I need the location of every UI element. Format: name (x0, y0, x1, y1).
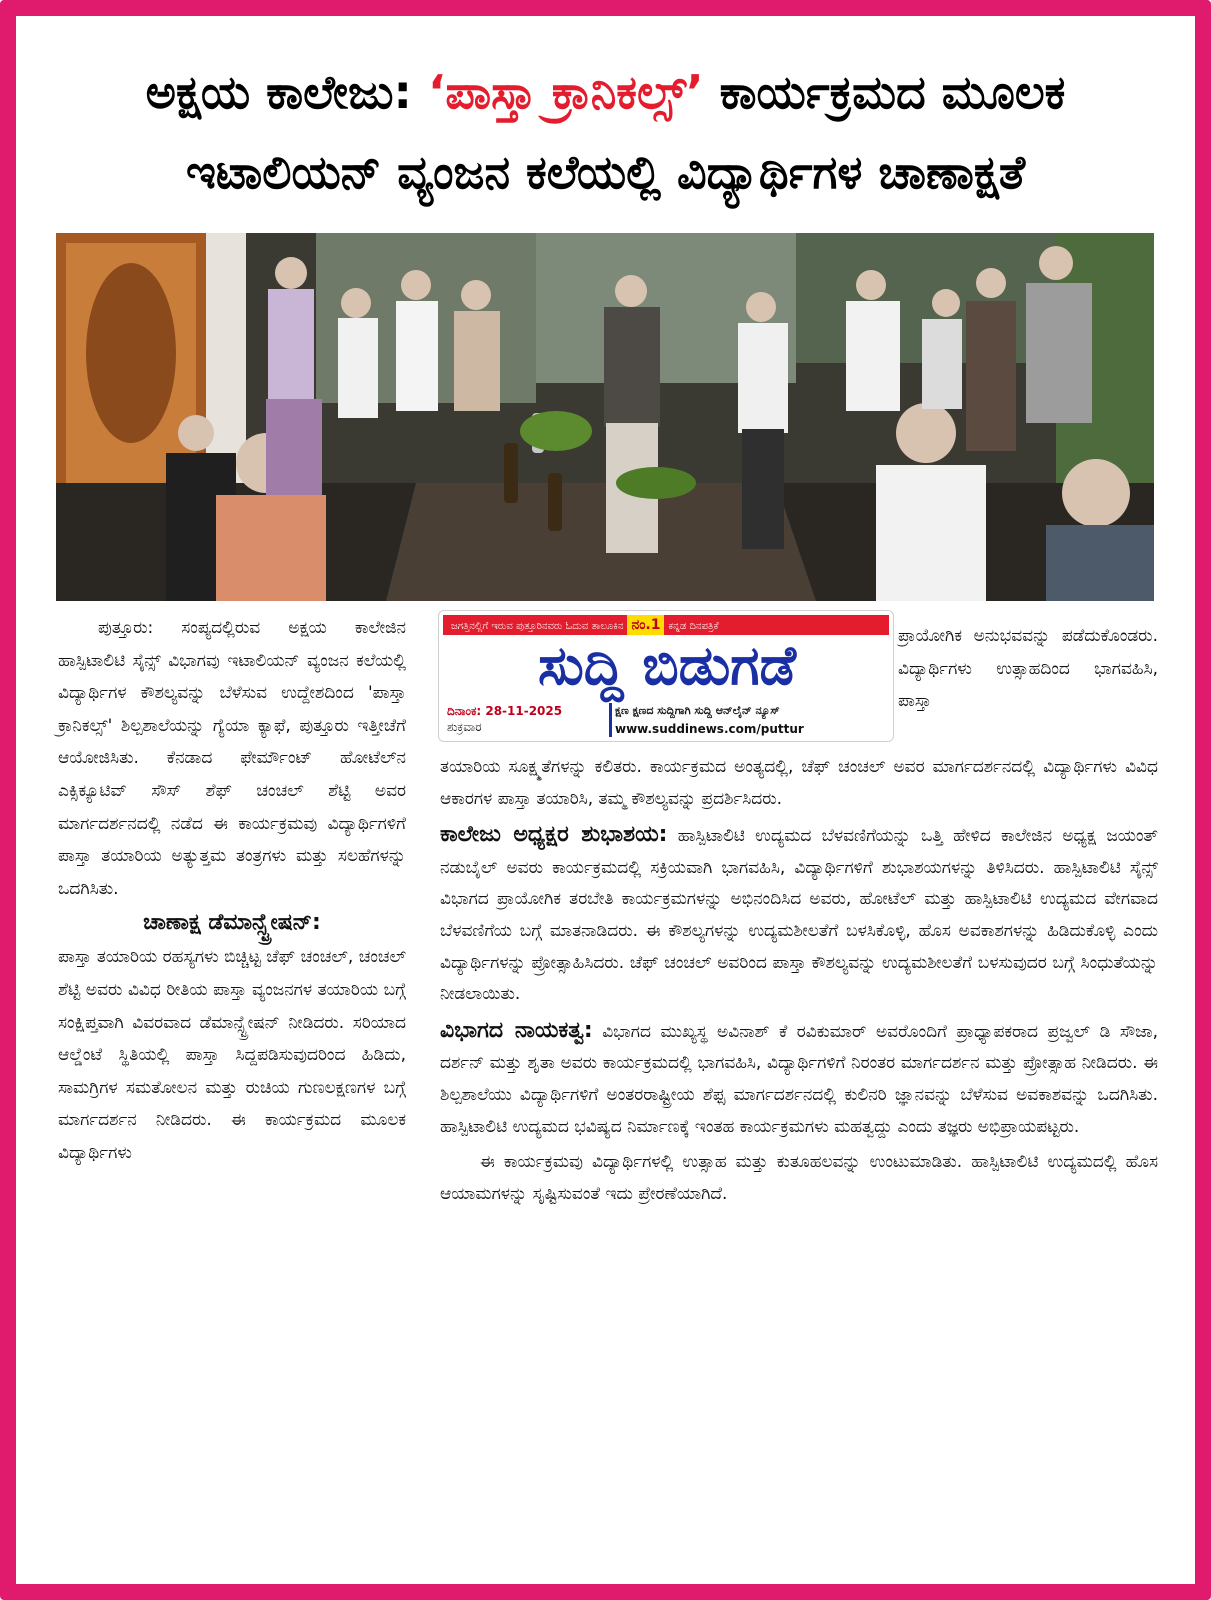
photo-illustration (56, 233, 1154, 601)
masthead-url: www.suddinews.com/puttur (615, 722, 804, 736)
issue-date: ದಿನಾಂಕ: 28-11-2025 (447, 704, 563, 718)
article-wide-column (440, 752, 1158, 1210)
headline-line-2: ಇಟಾಲಿಯನ್ ವ್ಯಂಜನ ಕಲೆಯಲ್ಲಿ ವಿದ್ಯಾರ್ಥಿಗಳ ಚಾಣಾಕ್ಷತೆ (185, 145, 1026, 199)
tagline-left: ಜಗತ್ತಿನಲ್ಲಿಗೆ ಇರುವ ಪುತ್ತೂರಿನವರು ಓದುವ ತಾಲೂಕಿನ (451, 621, 624, 632)
subhead-principal: ಕಾಲೇಜು ಅಧ್ಯಕ್ಷರ ಶುಭಾಶಯ: (440, 822, 668, 848)
department-text: ವಿಭಾಗದ ಮುಖ್ಯಸ್ಥ ಅವಿನಾಶ್ ಕೆ ರವಿಕುಮಾರ್ ಅವರೊಂದಿಗೆ ಪ್ರಾಧ್ಯಾಪಕರಾದ ಪ್ರಜ್ವಲ್ ಡಿ ಸೌಜಾ, ದರ್ಶನ್ ಮತ್ತು ಶೃತಾ ಅವರು ಕಾರ್ಯಕ್ರಮದಲ್ಲಿ ಭಾಗವಹಿಸಿ, ವಿದ್ಯಾರ್ಥಿಗಳಿಗೆ ನಿರಂತರ ಮಾರ್ಗದರ್ಶನ ಮತ್ತು ಪ್ರೋತ್ಸಾಹ ನೀಡಿದರು. ಈ ಶಿಲ್ಪಶಾಲೆಯು ವಿದ್ಯಾರ್ಥಿಗಳಿಗೆ ಅಂತರರಾಷ್ಟ್ರೀಯ ಶೆಫ್ಸ ಮಾರ್ಗದರ್ಶನದಲ್ಲಿ ಕುಲಿನರಿ ಜ್ಞಾನವನ್ನು ಬೆಳೆಸುವ ಅವಕಾಶವನ್ನು ಒದಗಿಸಿತು. ಹಾಸ್ಪಿಟಾಲಿಟಿ ಉದ್ಯಮದ ಭವಿಷ್ಯದ ನಿರ್ಮಾಣಕ್ಕೆ ಇಂತಹ ಕಾರ್ಯಕ್ರಮಗಳು ಮಹತ್ವದ್ದು ಎಂದು ತಜ್ಞರು ಅಭಿಪ್ರಾಯಪಟ್ಟರು. (440, 1021, 1158, 1137)
article-demonstration-text: ಪಾಸ್ತಾ ತಯಾರಿಯ ರಹಸ್ಯಗಳು ಬಿಚ್ಚಿಟ್ಟ ಚೆಫ್ ಚಂಚಲ್, ಚಂಚಲ್ ಶೆಟ್ಟಿ ಅವರು ವಿವಿಧ ರೀತಿಯ ಪಾಸ್ತಾ ವ್ಯಂಜನಗಳ ತಯಾರಿಯ ಬಗ್ಗೆ ಸಂಕ್ಷಿಪ್ತವಾಗಿ ವಿವರವಾದ ಡೆಮಾನ್ಸ್ಟ್ರೇಷನ್ ನೀಡಿದರು. ಸರಿಯಾದ ಆಲ್ಡೆಂಟೆ ಸ್ಥಿತಿಯಲ್ಲಿ ಪಾಸ್ತಾ ಸಿದ್ದಪಡಿಸುವುದರಿಂದ ಹಿಡಿದು, ಸಾಮಗ್ರಿಗಳ ಸಮತೋಲನ ಮತ್ತು ರುಚಿಯ ಗುಣಲಕ್ಷಣಗಳ ಬಗ್ಗೆ ಮಾರ್ಗದರ್ಶನ ನೀಡಿದರು. ಈ ಕಾರ್ಯಕ್ರಮದ ಮೂಲಕ ವಿದ್ಯಾರ್ಥಿಗಳು (58, 947, 406, 1163)
masthead-date (447, 703, 607, 735)
headline-part: ಅಕ್ಷಯ ಕಾಲೇಜು: (145, 65, 428, 119)
article-intro: ಪುತ್ತೂರು: ಸಂಪ್ಯದಲ್ಲಿರುವ ಅಕ್ಷಯ ಕಾಲೇಜಿನ ಹಾಸ್ಪಿಟಾಲಿಟಿ ಸೈನ್ಸ್ ವಿಭಾಗವು ಇಟಾಲಿಯನ್ ವ್ಯಂಜನ ಕಲೆಯಲ್ಲಿ ವಿದ್ಯಾರ್ಥಿಗಳ ಕೌಶಲ್ಯವನ್ನು ಬೆಳೆಸುವ ಉದ್ದೇಶದಿಂದ 'ಪಾಸ್ತಾ ಕ್ರಾನಿಕಲ್ಸ್' ಶಿಲ್ಪಶಾಲೆಯನ್ನು ಗ್ಯೆಯಾ ಕ್ಯಾಫೆ, ಪುತ್ತೂರು ಇತ್ತೀಚೆಗೆ ಆಯೋಜಿಸಿತು. ಕೆನಡಾದ ಫೇರ್ಮೌಂಟ್ ಹೋಟೆಲ್‌ನ ಎಕ್ಸಿಕ್ಯೂಟಿವ್ ಸೌಸ್ ಶೆಫ್ ಚಂಚಲ್ ಶೆಟ್ಟಿ ಅವರ ಮಾರ್ಗದರ್ಶನದಲ್ಲಿ ನಡೆದ ಈ ಕಾರ್ಯಕ್ರಮವು ವಿದ್ಯಾರ್ಥಿಗಳಿಗೆ ಪಾಸ್ತಾ ತಯಾರಿಯ ಅತ್ಯುತ್ತಮ ತಂತ್ರಗಳು ಮತ್ತು ಸಲಹೆಗಳನ್ನು ಒದಗಿಸಿತು. (58, 618, 406, 899)
article-right-top (898, 620, 1158, 718)
article-principal (440, 819, 1158, 1011)
article-continuation: ತಯಾರಿಯ ಸೂಕ್ಷ್ಮತೆಗಳನ್ನು ಕಲಿತರು. ಕಾರ್ಯಕ್ರಮದ ಅಂತ್ಯದಲ್ಲಿ, ಚೆಫ್ ಚಂಚಲ್ ಅವರ ಮಾರ್ಗದರ್ಶನದಲ್ಲಿ ವಿದ್ಯಾರ್ಥಿಗಳು ವಿವಿಧ ಆಕಾರಗಳ ಪಾಸ್ತಾ ತಯಾರಿಸಿ, ತಮ್ಮ ಕೌಶಲ್ಯವನ್ನು ಪ್ರದರ್ಶಿಸಿದರು. (440, 757, 1158, 809)
headline-red-part: ‘ಪಾಸ್ತಾ ಕ್ರಾನಿಕಲ್ಸ್’ (427, 65, 704, 119)
masthead-tagline (443, 615, 889, 635)
masthead-divider (609, 703, 612, 737)
subhead-demonstration: ಚಾಣಾಕ್ಷ ಡೆಮಾನ್ಸ್ಟ್ರೇಷನ್: (143, 910, 321, 936)
subhead-department: ವಿಭಾಗದ ನಾಯಕತ್ವ: (440, 1017, 593, 1043)
newspaper-logo: ಸುದ್ದಿ ಬಿಡುಗಡೆ (537, 634, 797, 697)
headline-part: ಕಾರ್ಯಕ್ರಮದ ಮೂಲಕ (703, 65, 1066, 119)
article-left-column (58, 612, 406, 1170)
masthead-slogan: ಕ್ಷಣ ಕ್ಷಣದ ಸುದ್ದಿಗಾಗಿ ಸುದ್ದಿ ಆನ್‌ಲೈನ್ ನ್ಯೂಸ್ (615, 704, 780, 717)
masthead (438, 610, 894, 742)
principal-text: ಹಾಸ್ಪಿಟಾಲಿಟಿ ಉದ್ಯಮದ ಬೆಳವಣಿಗೆಯನ್ನು ಒತ್ತಿ ಹೇಳಿದ ಕಾಲೇಜಿನ ಅಧ್ಯಕ್ಷ ಜಯಂತ್ ನಡುಬೈಲ್ ಅವರು ಕಾರ್ಯಕ್ರಮದಲ್ಲಿ ಸಕ್ರಿಯವಾಗಿ ಭಾಗವಹಿಸಿ, ವಿದ್ಯಾರ್ಥಿಗಳಿಗೆ ಶುಭಾಶಯಗಳನ್ನು ತಿಳಿಸಿದರು. ಹಾಸ್ಪಿಟಾಲಿಟಿ ಸೈನ್ಸ್ ವಿಭಾಗದ ಪ್ರಾಯೋಗಿಕ ತರಬೇತಿ ಕಾರ್ಯಕ್ರಮಗಳನ್ನು ಅಭಿನಂದಿಸಿದ ಅವರು, ಹೋಟೆಲ್ ಮತ್ತು ಹಾಸ್ಪಿಟಾಲಿಟಿ ಉದ್ಯಮದ ವೇಗವಾದ ಬೆಳವಣಿಗೆಯ ಬಗ್ಗೆ ಮಾತನಾಡಿದರು. ಈ ಕೌಶಲ್ಯಗಳನ್ನು ಉದ್ಯಮಶೀಲತೆಗೆ ಬಳಸಿಕೊಳ್ಳಿ, ಹೊಸ ಅವಕಾಶಗಳನ್ನು ಹಿಡಿದುಕೊಳ್ಳಿ ಎಂದು ವಿದ್ಯಾರ್ಥಿಗಳನ್ನು ಪ್ರೋತ್ಸಾಹಿಸಿದರು. ಚೆಫ್ ಚಂಚಲ್ ಅವರಿಂದ ಪಾಸ್ತಾ ಕೌಶಲ್ಯವನ್ನು ಉದ್ಯಮಶೀಲತೆಗೆ ಬಳಸುವುದರ ಬಗ್ಗೆ ಸಿಂಧುತೆಯನ್ನು ನೀಡಲಾಯಿತು. (440, 826, 1158, 1005)
issue-day: ಶುಕ್ರವಾರ (447, 720, 482, 734)
no1-badge: ನಂ.1 (627, 615, 664, 635)
headline-line-1 (30, 52, 1181, 132)
news-photo (56, 233, 1154, 601)
article-closing: ಈ ಕಾರ್ಯಕ್ರಮವು ವಿದ್ಯಾರ್ಥಿಗಳಲ್ಲಿ ಉತ್ಸಾಹ ಮತ್ತು ಕುತೂಹಲವನ್ನು ಉಂಟುಮಾಡಿತು. ಹಾಸ್ಪಿಟಾಲಿಟಿ ಉದ್ಯಮದಲ್ಲಿ ಹೊಸ ಆಯಾಮಗಳನ್ನು ಸೃಷ್ಟಿಸುವಂತೆ ಇದು ಪ್ರೇರಣೆಯಾಗಿದೆ. (440, 1152, 1158, 1204)
article-department (440, 1015, 1158, 1143)
headline (30, 52, 1181, 212)
tagline-right: ಕನ್ನಡ ದಿನಪತ್ರಿಕೆ (668, 621, 719, 632)
article-right-top-text: ಪ್ರಾಯೋಗಿಕ ಅನುಭವವನ್ನು ಪಡೆದುಕೊಂಡರು. ವಿದ್ಯಾರ್ಥಿಗಳು ಉತ್ಸಾಹದಿಂದ ಭಾಗವಹಿಸಿ, ಪಾಸ್ತಾ (898, 626, 1158, 712)
